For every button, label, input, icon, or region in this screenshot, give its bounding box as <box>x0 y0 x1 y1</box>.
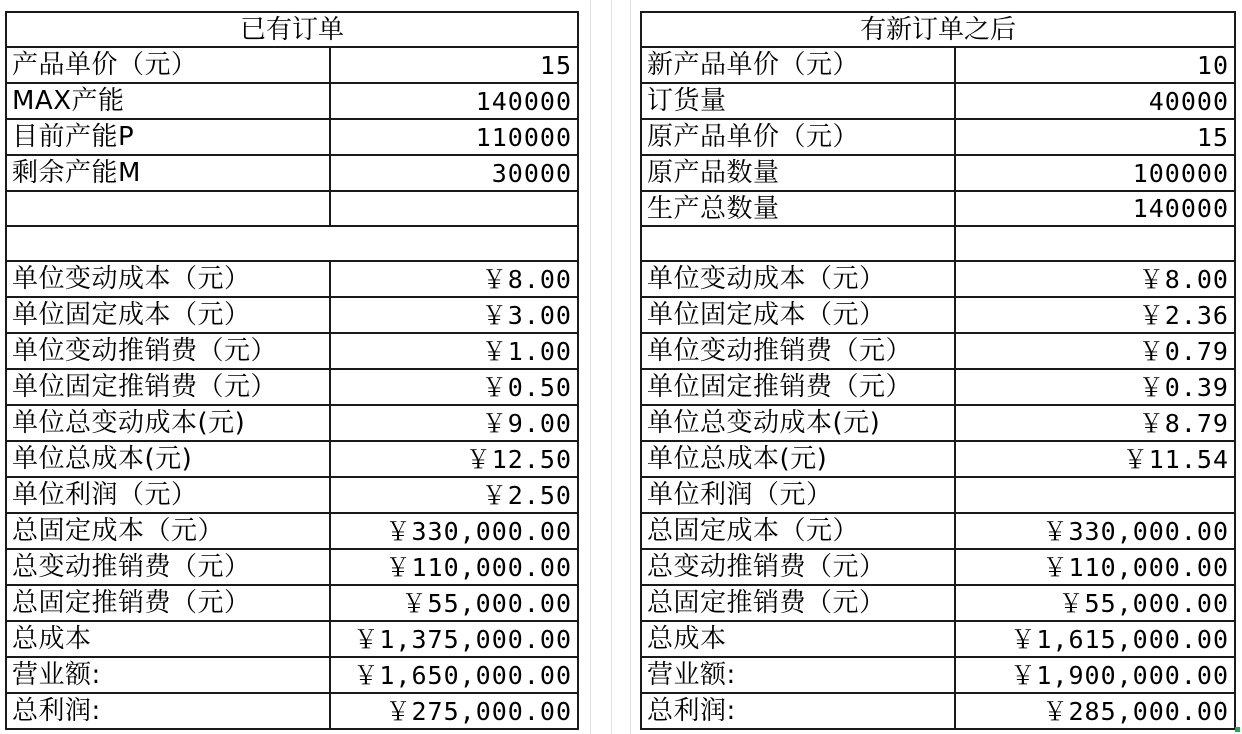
existing-orders-label-cell[interactable]: 总成本 <box>7 622 331 656</box>
new-orders-row <box>642 334 1236 370</box>
new-orders-value-cell[interactable]: ￥55,000.00 <box>956 586 1236 620</box>
existing-orders-label-cell[interactable]: 营业额: <box>7 658 331 692</box>
new-orders-row <box>642 156 1236 192</box>
existing-orders-row <box>7 550 579 586</box>
existing-orders-row <box>7 227 579 262</box>
new-orders-value-cell[interactable]: ￥8.00 <box>956 262 1236 296</box>
new-orders-row <box>642 514 1236 550</box>
existing-orders-label-cell[interactable]: 总变动推销费（元） <box>7 550 331 584</box>
new-orders-label-cell[interactable]: 总成本 <box>642 622 956 656</box>
new-orders-label-cell[interactable]: 单位变动推销费（元） <box>642 334 956 368</box>
new-orders-label-cell[interactable]: 总变动推销费（元） <box>642 550 956 584</box>
new-orders-value-cell[interactable]: ￥11.54 <box>956 442 1236 476</box>
new-orders-label-cell[interactable]: 总固定成本（元） <box>642 514 956 548</box>
new-orders-row <box>642 694 1236 730</box>
existing-orders-row <box>7 622 579 658</box>
new-orders-label-cell[interactable]: 单位固定推销费（元） <box>642 370 956 404</box>
new-orders-row <box>642 262 1236 298</box>
existing-orders-label-cell[interactable] <box>7 192 331 225</box>
new-orders-label-cell[interactable]: 单位总变动成本(元) <box>642 406 956 440</box>
existing-orders-value-cell[interactable]: 110000 <box>331 120 579 154</box>
existing-orders-row <box>7 442 579 478</box>
sheet-gridline <box>611 0 612 734</box>
new-orders-value-cell[interactable]: ￥8.79 <box>956 406 1236 440</box>
existing-orders-row <box>7 192 579 227</box>
new-orders-row <box>642 658 1236 694</box>
new-orders-label-cell[interactable] <box>642 227 956 260</box>
existing-orders-value-cell[interactable]: 30000 <box>331 156 579 190</box>
new-orders-label-cell[interactable]: 总固定推销费（元） <box>642 586 956 620</box>
new-orders-row <box>642 622 1236 658</box>
existing-orders-value-cell[interactable]: ￥12.50 <box>331 442 579 476</box>
existing-orders-value-cell[interactable]: ￥1.00 <box>331 334 579 368</box>
new-orders-value-cell[interactable] <box>956 227 1236 260</box>
new-orders-row <box>642 298 1236 334</box>
existing-orders-label-cell[interactable]: 单位利润（元） <box>7 478 331 512</box>
new-orders-label-cell[interactable]: 单位总成本(元) <box>642 442 956 476</box>
existing-orders-row <box>7 514 579 550</box>
existing-orders-row <box>7 48 579 84</box>
existing-orders-value-cell[interactable]: ￥3.00 <box>331 298 579 332</box>
existing-orders-value-cell[interactable]: ￥0.50 <box>331 370 579 404</box>
sheet-gridline <box>590 0 591 734</box>
existing-orders-label-cell[interactable]: 单位变动成本（元） <box>7 262 331 296</box>
sheet-gridline <box>630 0 631 734</box>
new-orders-value-cell[interactable]: ￥330,000.00 <box>956 514 1236 548</box>
existing-orders-row <box>7 478 579 514</box>
existing-orders-label-cell[interactable]: 单位变动推销费（元） <box>7 334 331 368</box>
existing-orders-label-cell[interactable]: 单位总变动成本(元) <box>7 406 331 440</box>
new-orders-label-cell[interactable]: 订货量 <box>642 84 956 118</box>
new-orders-value-cell[interactable]: ￥1,615,000.00 <box>956 622 1236 656</box>
existing-orders-value-cell[interactable]: ￥330,000.00 <box>331 514 579 548</box>
new-orders-value-cell[interactable]: 40000 <box>956 84 1236 118</box>
new-orders-value-cell[interactable]: ￥285,000.00 <box>956 694 1236 728</box>
new-orders-label-cell[interactable]: 生产总数量 <box>642 192 956 225</box>
existing-orders-label-cell[interactable]: 单位固定成本（元） <box>7 298 331 332</box>
existing-orders-value-cell[interactable]: ￥2.50 <box>331 478 579 512</box>
existing-orders-value-cell[interactable]: ￥110,000.00 <box>331 550 579 584</box>
existing-orders-label-cell[interactable]: 剩余产能M <box>7 156 331 190</box>
existing-orders-value-cell[interactable]: ￥275,000.00 <box>331 694 579 728</box>
new-orders-row <box>642 370 1236 406</box>
existing-orders-value-cell[interactable]: 140000 <box>331 84 579 118</box>
new-orders-label-cell[interactable]: 单位固定成本（元） <box>642 298 956 332</box>
new-orders-row <box>642 48 1236 84</box>
new-orders-row <box>642 550 1236 586</box>
new-orders-header-row <box>642 13 1236 48</box>
existing-orders-label-cell[interactable]: 目前产能P <box>7 120 331 154</box>
fill-handle[interactable] <box>1235 727 1240 732</box>
new-orders-table <box>640 11 1236 730</box>
existing-orders-row <box>7 658 579 694</box>
existing-orders-label-cell[interactable]: 总固定成本（元） <box>7 514 331 548</box>
new-orders-value-cell[interactable]: 10 <box>956 48 1236 82</box>
existing-orders-row <box>7 120 579 156</box>
existing-orders-value-cell[interactable]: ￥55,000.00 <box>331 586 579 620</box>
new-orders-value-cell[interactable]: 100000 <box>956 156 1236 190</box>
new-orders-label-cell[interactable]: 总利润: <box>642 694 956 728</box>
existing-orders-label-cell[interactable]: 单位固定推销费（元） <box>7 370 331 404</box>
existing-orders-value-cell[interactable]: ￥8.00 <box>331 262 579 296</box>
new-orders-value-cell[interactable]: ￥0.79 <box>956 334 1236 368</box>
existing-orders-label-cell[interactable]: 产品单价（元） <box>7 48 331 82</box>
new-orders-label-cell[interactable]: 单位变动成本（元） <box>642 262 956 296</box>
existing-orders-value-cell[interactable]: ￥1,375,000.00 <box>331 622 579 656</box>
new-orders-label-cell[interactable]: 原产品单价（元） <box>642 120 956 154</box>
new-orders-label-cell[interactable]: 原产品数量 <box>642 156 956 190</box>
new-orders-row <box>642 192 1236 227</box>
new-orders-label-cell[interactable]: 单位利润（元） <box>642 478 956 512</box>
existing-orders-row <box>7 694 579 730</box>
existing-orders-row <box>7 262 579 298</box>
new-orders-value-cell[interactable]: ￥2.36 <box>956 298 1236 332</box>
new-orders-row <box>642 227 1236 262</box>
existing-orders-row <box>7 334 579 370</box>
existing-orders-label-cell[interactable]: 总固定推销费（元） <box>7 586 331 620</box>
existing-orders-row <box>7 406 579 442</box>
existing-orders-table <box>5 11 579 730</box>
existing-orders-row <box>7 586 579 622</box>
existing-orders-label-cell[interactable]: 总利润: <box>7 694 331 728</box>
new-orders-row <box>642 406 1236 442</box>
existing-orders-header-cell[interactable]: 已有订单 <box>7 13 579 46</box>
existing-orders-row <box>7 156 579 192</box>
existing-orders-row <box>7 84 579 120</box>
existing-orders-value-cell[interactable] <box>331 192 579 225</box>
existing-orders-value-cell[interactable]: ￥1,650,000.00 <box>331 658 579 692</box>
new-orders-value-cell[interactable]: 15 <box>956 120 1236 154</box>
new-orders-label-cell[interactable]: 营业额: <box>642 658 956 692</box>
existing-orders-row <box>7 298 579 334</box>
new-orders-row <box>642 84 1236 120</box>
existing-orders-value-cell[interactable]: ￥9.00 <box>331 406 579 440</box>
new-orders-row <box>642 478 1236 514</box>
new-orders-value-cell[interactable] <box>956 478 1236 512</box>
existing-orders-label-cell[interactable]: MAX产能 <box>7 84 331 118</box>
new-orders-value-cell[interactable]: ￥110,000.00 <box>956 550 1236 584</box>
existing-orders-label-cell[interactable]: 单位总成本(元) <box>7 442 331 476</box>
existing-orders-header-row <box>7 13 579 48</box>
new-orders-row <box>642 442 1236 478</box>
new-orders-value-cell[interactable]: 140000 <box>956 192 1236 225</box>
existing-orders-merged-cell[interactable] <box>7 227 579 260</box>
new-orders-row <box>642 120 1236 156</box>
existing-orders-value-cell[interactable]: 15 <box>331 48 579 82</box>
new-orders-header-cell[interactable]: 有新订单之后 <box>642 13 1236 46</box>
new-orders-value-cell[interactable]: ￥1,900,000.00 <box>956 658 1236 692</box>
new-orders-value-cell[interactable]: ￥0.39 <box>956 370 1236 404</box>
new-orders-label-cell[interactable]: 新产品单价（元） <box>642 48 956 82</box>
existing-orders-row <box>7 370 579 406</box>
new-orders-row <box>642 586 1236 622</box>
